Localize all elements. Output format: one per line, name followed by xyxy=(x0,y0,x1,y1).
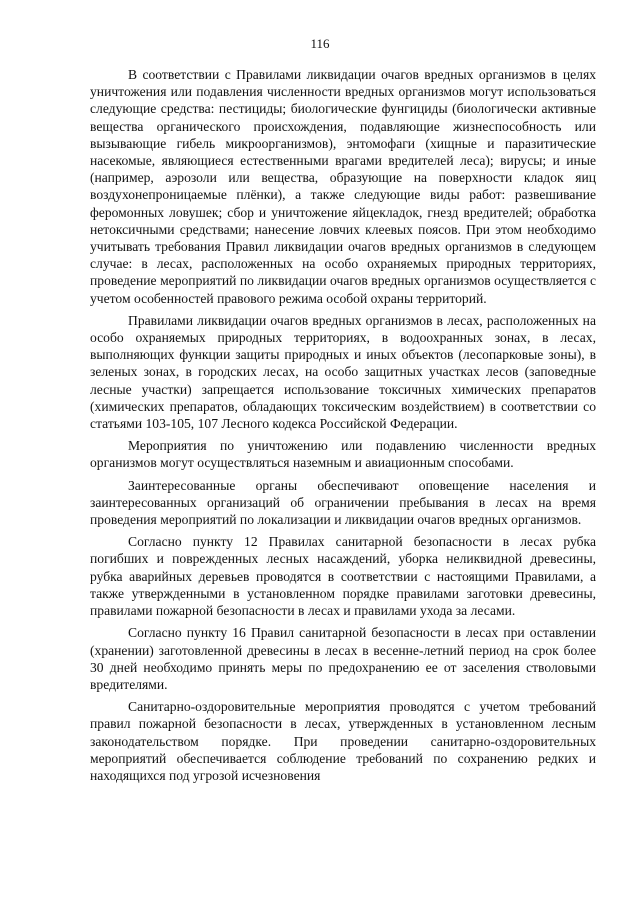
paragraph-timber-storage: Согласно пункту 16 Правил санитарной безопасности в лесах при оставлении (хранении) заготовленной древесины в лесах в весенне-летний период на срок более 30 дней необходимо принять меры по предохранению ее от заселения стволовыми вредителями. xyxy=(90,625,596,692)
body-text xyxy=(90,66,596,789)
paragraph-sanitary-measures: Санитарно-оздоровительные мероприятия проводятся с учетом требований правил пожарной безопасности в лесах, утвержденных в установленном лесным законодательством порядке. При проведении санитарно-оздоровительных мероприятий обеспечивается соблюдение требований по сохранению редких и находящихся под угрозой исчезновения xyxy=(90,699,596,783)
paragraph-toxic-chemicals-ban: Правилами ликвидации очагов вредных организмов в лесах, расположенных на особо охраняемых природных территориях, в водоохранных зонах, в лесах, выполняющих функции защиты природных и иных объектов (лесопарковые зоны), в зеленых зонах, в городских лесах, на особо защитных участках лесов (заповедные лесные участки) запрещается использование токсичных химических препаратов (химических препаратов, обладающих токсическим воздействием) в соответствии со статьями 103-105, 107 Лесного кодекса Российской Федерации. xyxy=(90,312,596,432)
paragraph-sanitary-felling: Согласно пункту 12 Правилах санитарной безопасности в лесах рубка погибших и поврежденных лесных насаждений, уборка неликвидной древесины, рубка аварийных деревьев проводятся в соответствии с настоящими Правилами, а также утвержденными в установленном порядке правилами заготовки древесины, правилами пожарной безопасности в лесах и правилами ухода за лесами. xyxy=(90,534,596,619)
page-number: 116 xyxy=(310,36,330,51)
paragraph-public-notification: Заинтересованные органы обеспечивают оповещение населения и заинтересованных организаций об ограничении пребывания в лесах на время проведения мероприятий по локализации и ликвидации очагов вредных организмов. xyxy=(90,477,596,528)
paragraph-pest-control-means: В соответствии с Правилами ликвидации очагов вредных организмов в целях уничтожения или подавления численности вредных организмов могут использоваться следующие средства: пестициды; биологические фунгициды (биологически активные вещества органического происхождения, подавляющие жизнеспособность или вызывающие гибель микроорганизмов), энтомофаги (хищные и паразитические насекомые, являющиеся естественными врагами вредителей леса); вирусы; и иные (например, аэрозоли или вещества, образующие на поверхности кладок яиц воздухонепроницаемые плёнки), а также следующие виды работ: развешивание феромонных ловушек; сбор и уничтожение яйцекладок, гнезд вредителей; обработка нетоксичными средствами; нанесение ловчих клеевых поясов. При этом необходимо учитывать требования Правил ликвидации очагов вредных организмов в следующем случае: в лесах, расположенных на особо охраняемых природных территориях, проведение мероприятий по ликвидации очагов вредных организмов осуществляется с учетом особенностей правового режима особой охраны территорий. xyxy=(90,67,596,306)
paragraph-control-methods: Мероприятия по уничтожению или подавлению численности вредных организмов могут осуществляться наземным и авиационным способами. xyxy=(90,438,596,471)
